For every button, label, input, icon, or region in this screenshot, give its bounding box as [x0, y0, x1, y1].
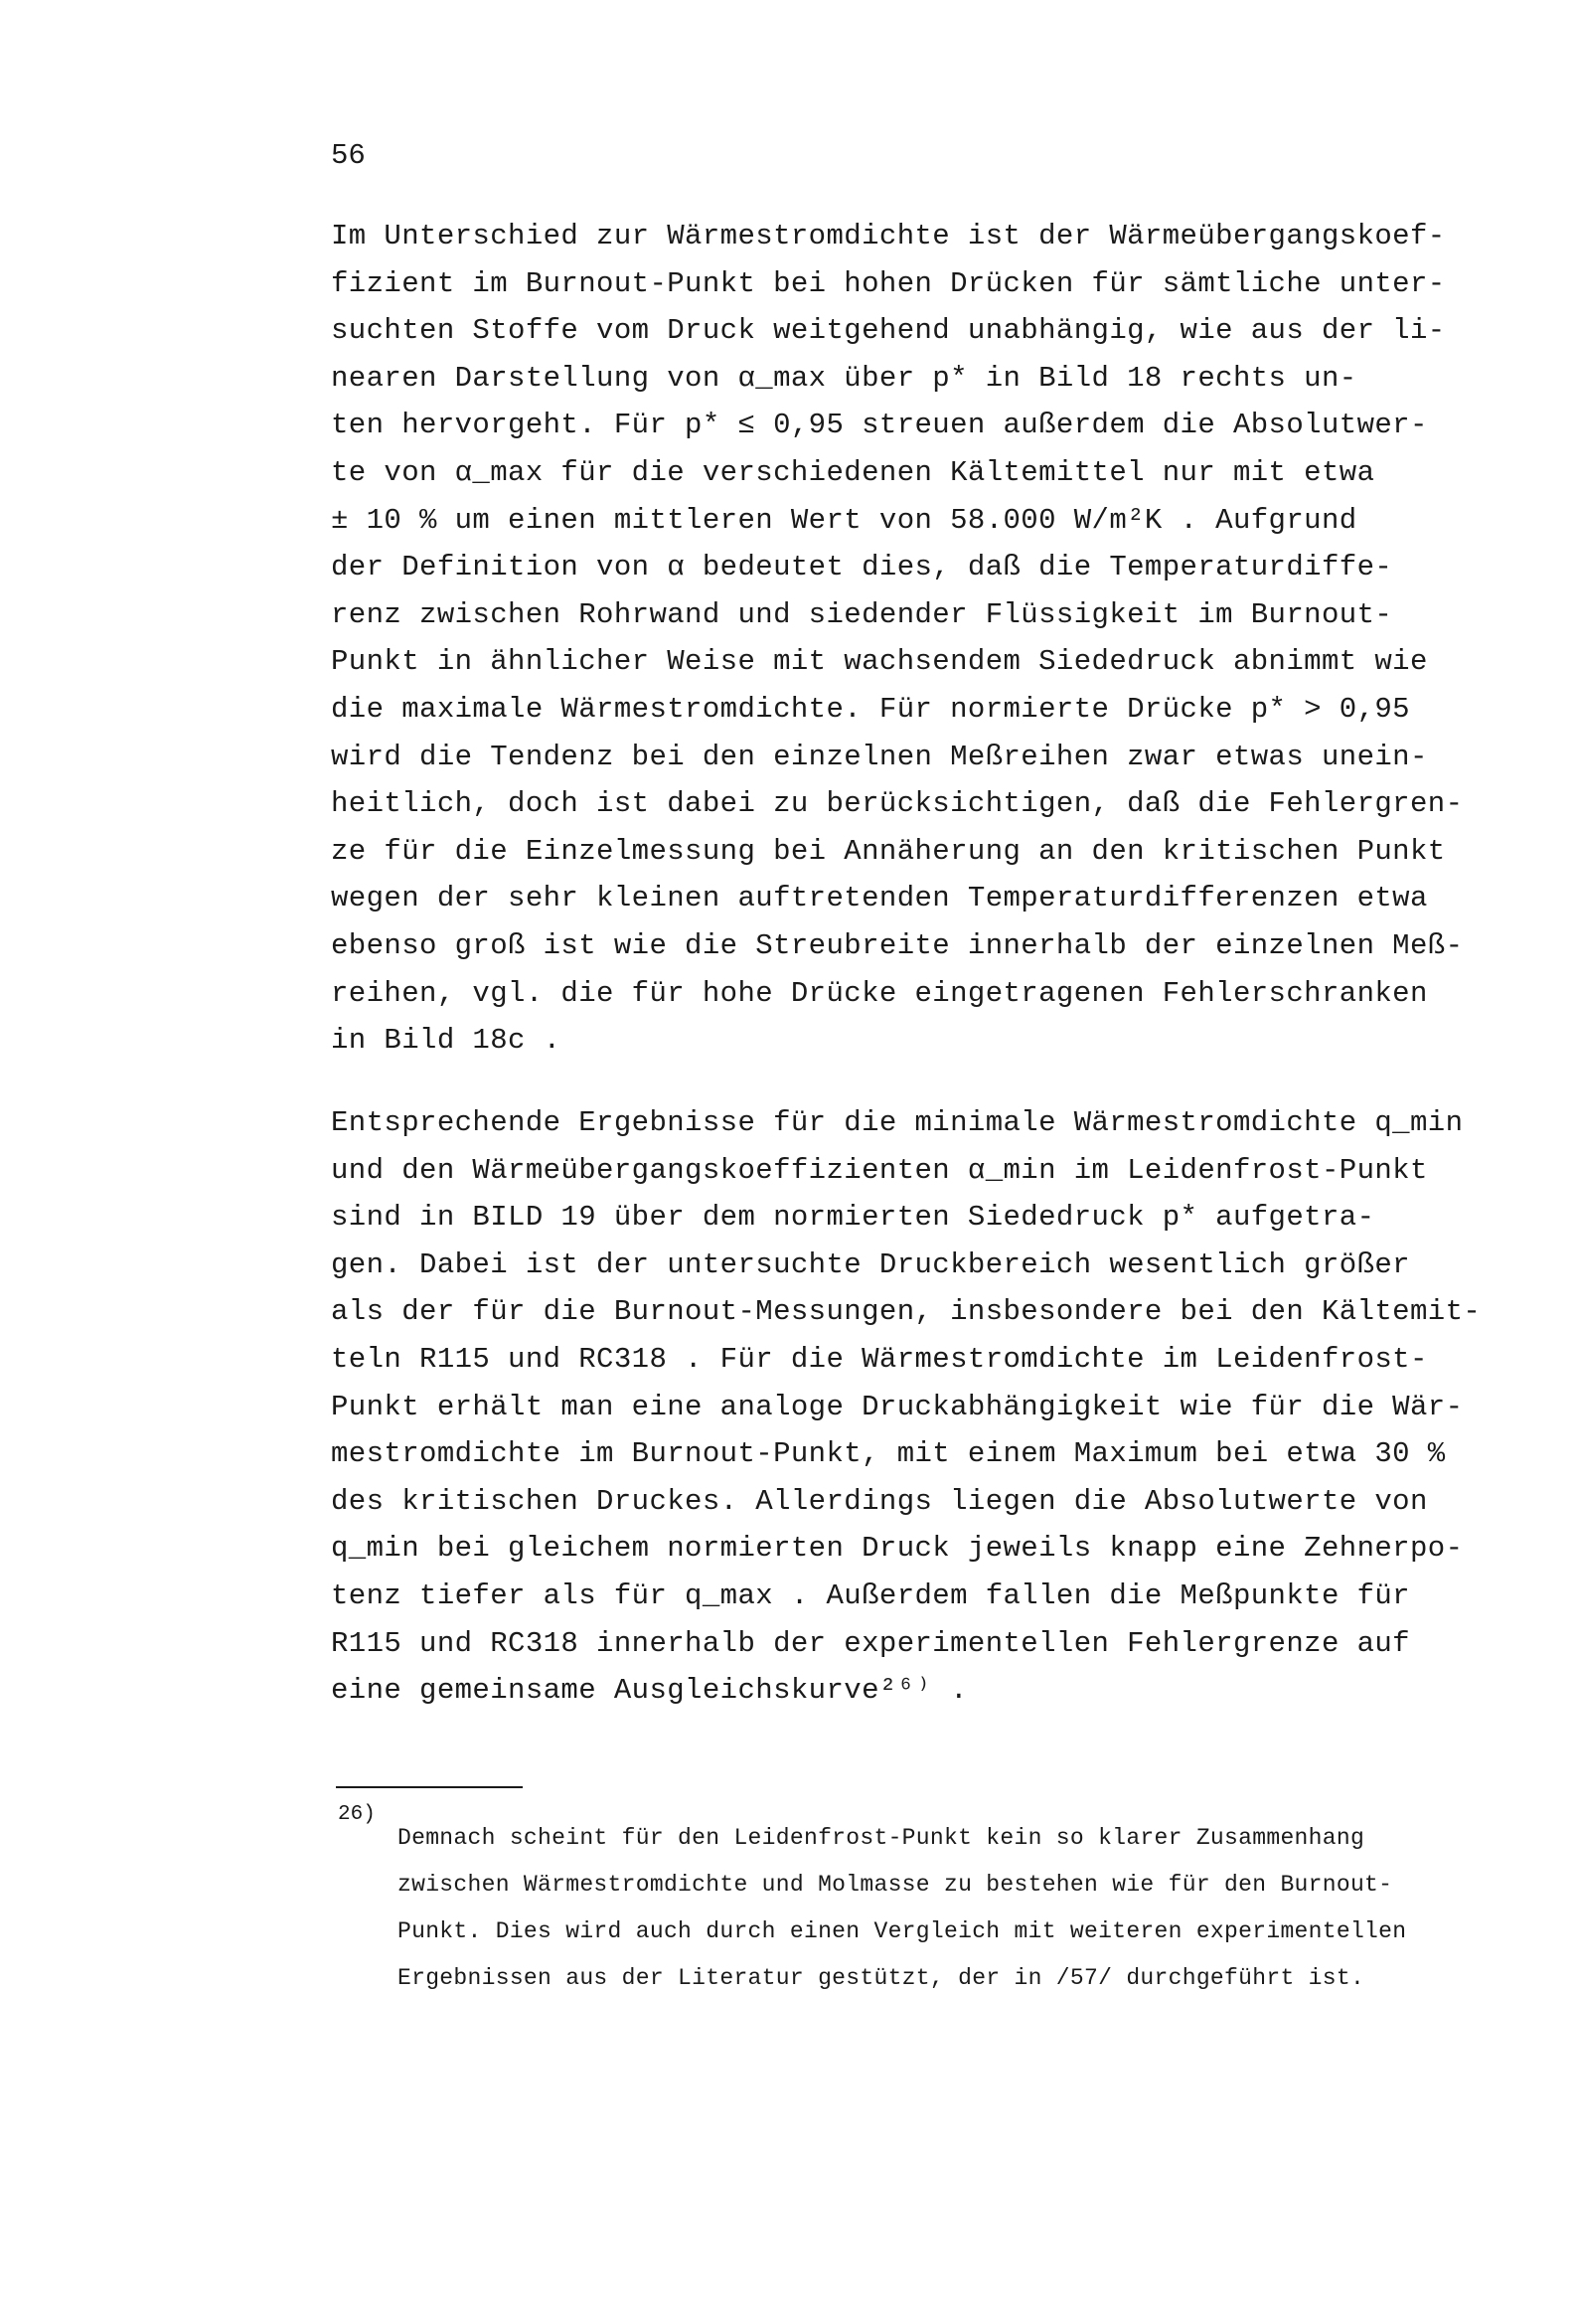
- text-line: ten hervorgeht. Für p* ≤ 0,95 streuen außerdem die Absolutwer-: [331, 409, 1428, 442]
- text-line: ebenso groß ist wie die Streubreite innerhalb der einzelnen Meß-: [331, 928, 1464, 962]
- text-line: ± 10 % um einen mittleren Wert von 58.000 W/m²K . Aufgrund: [331, 503, 1357, 537]
- text-line: mestromdichte im Burnout-Punkt, mit einem Maximum bei etwa 30 %: [331, 1437, 1446, 1471]
- paragraph-1: [331, 213, 1513, 1065]
- text-line: gen. Dabei ist der untersuchte Druckbereich wesentlich größer: [331, 1247, 1410, 1281]
- text-line: teln R115 und RC318 . Für die Wärmestromdichte im Leidenfrost-: [331, 1342, 1428, 1376]
- text-line: wegen der sehr kleinen auftretenden Temperaturdifferenzen etwa: [331, 882, 1428, 915]
- text-line: te von α_max für die verschiedenen Kältemittel nur mit etwa: [331, 455, 1375, 489]
- text-line: ze für die Einzelmessung bei Annäherung an den kritischen Punkt: [331, 834, 1446, 868]
- text-line: fizient im Burnout-Punkt bei hohen Drücken für sämtliche unter-: [331, 266, 1446, 300]
- text-line: Punkt in ähnlicher Weise mit wachsendem Siededruck abnimmt wie: [331, 645, 1428, 679]
- text-line: R115 und RC318 innerhalb der experimentellen Fehlergrenze auf: [331, 1626, 1410, 1660]
- text-line: suchten Stoffe vom Druck weitgehend unabhängig, wie aus der li-: [331, 314, 1446, 348]
- footnote-divider: [336, 1786, 523, 1788]
- text-line: die maximale Wärmestromdichte. Für normierte Drücke p* > 0,95: [331, 692, 1410, 726]
- text-line: Entsprechende Ergebnisse für die minimale Wärmestromdichte q_min: [331, 1106, 1464, 1139]
- text-line: eine gemeinsame Ausgleichskurve²⁶⁾ .: [331, 1674, 968, 1708]
- text-line: reihen, vgl. die für hohe Drücke eingetragenen Fehlerschranken: [331, 976, 1428, 1010]
- text-line: q_min bei gleichem normierten Druck jeweils knapp eine Zehnerpo-: [331, 1532, 1464, 1566]
- footnote-line: Ergebnissen aus der Literatur gestützt, der in /57/ durchgeführt ist.: [397, 1965, 1365, 1991]
- paragraph-2: [331, 1099, 1513, 1715]
- text-line: der Definition von α bedeutet dies, daß die Temperaturdiffe-: [331, 551, 1393, 584]
- text-line: sind in BILD 19 über dem normierten Siededruck p* aufgetra-: [331, 1201, 1375, 1235]
- text-line: Punkt erhält man eine analoge Druckabhängigkeit wie für die Wär-: [331, 1390, 1464, 1423]
- text-line: als der für die Burnout-Messungen, insbesondere bei den Kältemit-: [331, 1295, 1482, 1329]
- text-line: in Bild 18c .: [331, 1024, 561, 1058]
- footnote-line: Demnach scheint für den Leidenfrost-Punkt kein so klarer Zusammenhang: [397, 1825, 1365, 1851]
- text-line: heitlich, doch ist dabei zu berücksichtigen, daß die Fehlergren-: [331, 787, 1464, 821]
- text-line: nearen Darstellung von α_max über p* in Bild 18 rechts un-: [331, 361, 1357, 395]
- footnote: [397, 1815, 1520, 2002]
- text-line: renz zwischen Rohrwand und siedender Flüssigkeit im Burnout-: [331, 597, 1393, 631]
- footnote-line: Punkt. Dies wird auch durch einen Vergleich mit weiteren experimentellen: [397, 1918, 1407, 1944]
- text-line: tenz tiefer als für q_max . Außerdem fallen die Meßpunkte für: [331, 1578, 1410, 1612]
- page-number: 56: [331, 139, 366, 172]
- text-line: Im Unterschied zur Wärmestromdichte ist der Wärmeübergangskoef-: [331, 220, 1446, 252]
- text-line: und den Wärmeübergangskoeffizienten α_min im Leidenfrost-Punkt: [331, 1153, 1428, 1187]
- footnote-marker: 26): [338, 1803, 376, 1826]
- footnote-line: zwischen Wärmestromdichte und Molmasse zu bestehen wie für den Burnout-: [397, 1872, 1393, 1898]
- text-line: wird die Tendenz bei den einzelnen Meßreihen zwar etwas unein-: [331, 740, 1428, 773]
- text-line: des kritischen Druckes. Allerdings liegen die Absolutwerte von: [331, 1484, 1428, 1518]
